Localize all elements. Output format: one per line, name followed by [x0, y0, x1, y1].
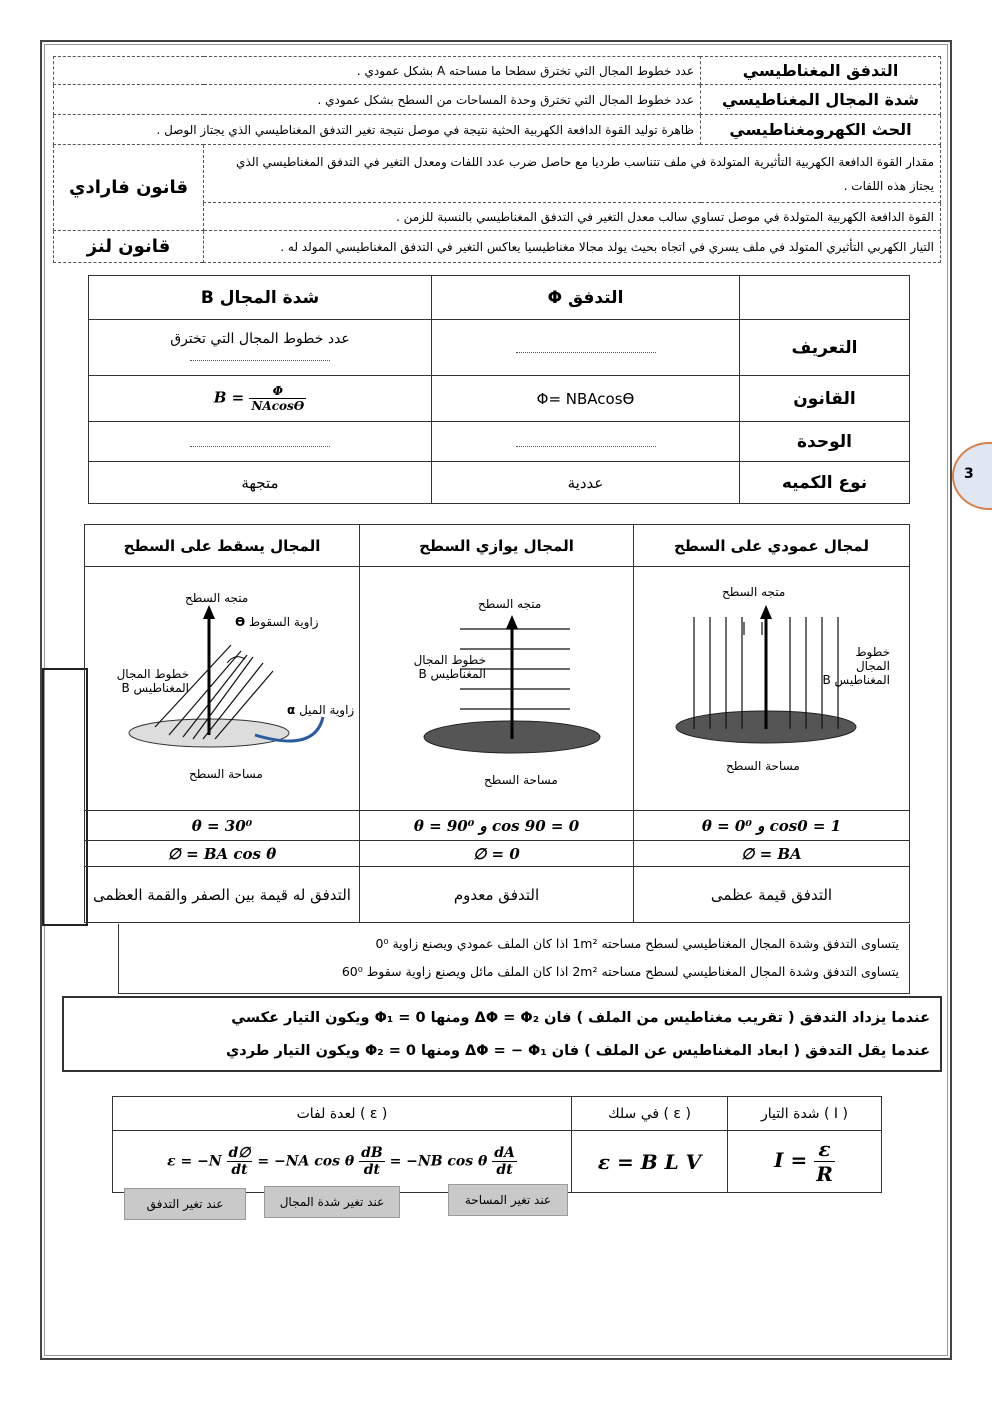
- angle-parallel: θ = 90⁰ و cos 90 = 0: [360, 811, 634, 841]
- tag-flux-change: عند تغير التدفق: [124, 1188, 246, 1220]
- definition: التيار الكهربي التأثيري المتولد في ملف يسري في اتجاه بحيث يولد مجالا مغناطيسيا يعاكس التغير في التدفق المغناطيسي المولد له .: [204, 231, 941, 263]
- blank-line: [190, 436, 330, 447]
- header-perpendicular: لمجال عمودي على السطح: [634, 525, 910, 567]
- wire-formula: ε = B L V: [572, 1131, 728, 1193]
- label-surface-vector: متجه السطح: [722, 585, 786, 599]
- flux-oblique: ∅ = BA cos θ: [85, 841, 360, 867]
- label-field-lines: خطوط المجال المغناطيس B: [116, 667, 189, 695]
- angle-oblique: θ = 30⁰: [85, 811, 360, 841]
- blank-line: [516, 342, 656, 353]
- comparison-table: [88, 275, 910, 504]
- header-current: ( I ) شدة التيار: [728, 1097, 882, 1131]
- label-area: مساحة السطح: [189, 767, 263, 781]
- geometry-table: [84, 524, 910, 923]
- tag-field-change: عند تغير شدة المجال: [264, 1186, 400, 1218]
- coil-formula: ε = −N $\frac{d\emptyset}{dt}$ = −NA cos θ $\frac{dB}{dt}$ = −NB cos θ $\frac{dA}{dt}$: [113, 1131, 572, 1193]
- label-inclination: زاوية الميل α: [287, 703, 355, 717]
- field-definition: عدد خطوط المجال التي تخترق: [89, 320, 432, 376]
- flux-law: Φ= NBAcosϴ: [432, 376, 740, 422]
- header-field: شدة المجال B: [89, 276, 432, 320]
- flux-definition: [432, 320, 740, 376]
- term: شدة المجال المغناطيسي: [701, 85, 941, 115]
- term: قانون فارادي: [54, 145, 204, 231]
- blank-line: [190, 350, 330, 361]
- definition: عدد خطوط المجال التي تخترق سطحا ما مساحته A بشكل عمودي .: [54, 57, 701, 85]
- result-perpendicular: التدفق قيمة عظمى: [634, 867, 910, 923]
- header-empty: [740, 276, 910, 320]
- diagram-parallel: [360, 567, 634, 811]
- note: يتساوى التدفق وشدة المجال المغناطيسي لسطح مساحته 1m² اذا كان الملف عمودي ويصنع زاوية 0⁰: [375, 936, 899, 951]
- term: قانون لنز: [54, 231, 204, 263]
- tag-area-change: عند تغير المساحة: [448, 1184, 568, 1216]
- notes-box: [118, 924, 910, 994]
- diagram-oblique: [85, 567, 360, 811]
- label-area: مساحة السطح: [484, 773, 558, 787]
- definitions-table: [53, 56, 941, 263]
- definition: عدد خطوط المجال التي تخترق وحدة المساحات من السطح بشكل عمودي .: [54, 85, 701, 115]
- result-oblique: التدفق له قيمة بين الصفر والقمة العظمى: [85, 867, 360, 923]
- flux-parallel: ∅ = 0: [360, 841, 634, 867]
- header-wire: ( ε ) في سلك: [572, 1097, 728, 1131]
- label-surface-vector: متجه السطح: [185, 591, 249, 605]
- label-incidence: زاوية السقوط ϴ: [235, 615, 319, 629]
- header-oblique: المجال يسقط على السطح: [85, 525, 360, 567]
- perpendicular-diagram-svg: [634, 567, 908, 811]
- definition: ظاهرة توليد القوة الدافعة الكهربية الحثية نتيجة في موصل نتيجة تغير التدفق المغناطيسي الذي يجتاز الوصل .: [54, 115, 701, 145]
- flux-perpendicular: ∅ = BA: [634, 841, 910, 867]
- note: يتساوى التدفق وشدة المجال المغناطيسي لسطح مساحته 2m² اذا كان الملف مائل ويصنع زاوية سقوط 60⁰: [341, 964, 899, 979]
- emf-table: [112, 1096, 882, 1193]
- angle-perpendicular: θ = 0⁰ و cos0 = 1: [634, 811, 910, 841]
- current-formula: I = $\frac{\varepsilon}{R}$: [728, 1131, 882, 1193]
- term: التدفق المغناطيسي: [701, 57, 941, 85]
- label-field-lines: خطوط المجال المغناطيس B: [413, 653, 486, 681]
- label-field-lines: خطوط المجال المغناطيس B: [822, 645, 890, 687]
- row-label: الوحدة: [740, 422, 910, 462]
- blank-line: [516, 436, 656, 447]
- result-parallel: التدفق معدوم: [360, 867, 634, 923]
- header-flux: التدفق Φ: [432, 276, 740, 320]
- header-parallel: المجال يوازي السطح: [360, 525, 634, 567]
- flux-unit: [432, 422, 740, 462]
- page-number-badge: 3: [952, 442, 992, 510]
- diagram-perpendicular: [634, 567, 910, 811]
- term: الحث الكهرومغناطيسي: [701, 115, 941, 145]
- header-coil: ( ε ) لعدة لفات: [113, 1097, 572, 1131]
- flux-type: عددية: [432, 462, 740, 504]
- side-box: [42, 668, 88, 926]
- definition: القوة الدافعة الكهربية المتولدة في موصل تساوي سالب معدل التغير في التدفق المغناطيسي بالنسبة للزمن .: [204, 203, 941, 231]
- field-unit: [89, 422, 432, 462]
- row-label: التعريف: [740, 320, 910, 376]
- flux-increase: عندما يزداد التدفق ( تقريب مغناطيس من الملف ) فان ΔΦ = Φ₂ ومنها Φ₁ = 0 ويكون التيار عكسي: [231, 1010, 930, 1026]
- definition: مقدار القوة الدافعة الكهربية التأثيرية المتولدة في ملف تتناسب طرديا مع حاصل ضرب عدد اللفات ومعدل التغير في التدفق المغناطيسي الذي يجتاز هذه اللفات .: [204, 145, 941, 203]
- flux-decrease: عندما يقل التدفق ( ابعاد المغناطيس عن الملف ) فان ΔΦ = − Φ₁ ومنها Φ₂ = 0 ويكون التيار طردي: [226, 1043, 930, 1059]
- row-label: نوع الكميه: [740, 462, 910, 504]
- row-label: القانون: [740, 376, 910, 422]
- field-law: B = $\frac{\Phi}{NAcosϴ}$: [89, 376, 432, 422]
- label-surface-vector: متجه السطح: [478, 597, 542, 611]
- flux-change-box: [62, 996, 942, 1072]
- field-type: متجهة: [89, 462, 432, 504]
- label-area: مساحة السطح: [726, 759, 800, 773]
